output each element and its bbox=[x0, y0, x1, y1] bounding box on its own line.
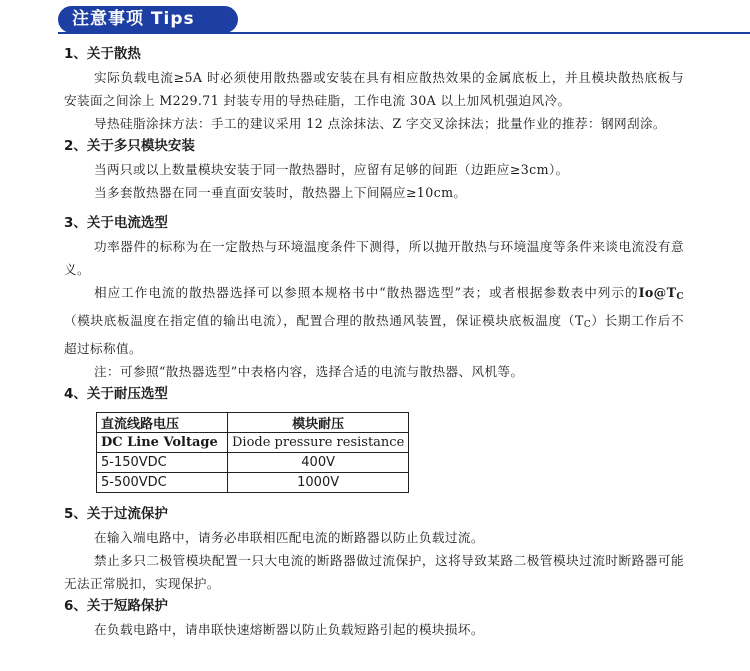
section-shortcircuit-para-1: 在负载电路中，请串联快速熔断器以防止负载短路引起的模块损坏。 bbox=[94, 622, 484, 637]
header-divider bbox=[58, 32, 750, 34]
voltage-table-header-en bbox=[97, 433, 409, 453]
cell-voltage: 5-500VDC bbox=[97, 473, 228, 493]
col-dc-voltage-en: DC Line Voltage bbox=[97, 433, 228, 453]
section-current-para-2 bbox=[64, 281, 684, 360]
section-multi-install-para-1: 当两只或以上数量模块安装于同一散热器时，应留有足够的间距（边距应≥3cm）。 bbox=[94, 162, 569, 177]
section-heat-para-2: 导热硅脂涂抹方法：手工的建议采用 12 点涂抹法、Z 字交叉涂抹法；批量作业的推荐：钢网刮涂。 bbox=[94, 116, 666, 131]
table-row bbox=[97, 473, 409, 493]
section-heat-title: 1、关于散热 bbox=[64, 46, 141, 62]
current-para-2-pre: 相应工作电流的散热器选择可以参照本规格书中“散热器选型”表；或者根据参数表中列示的 bbox=[94, 285, 639, 300]
col-resistance-cn: 模块耐压 bbox=[228, 413, 409, 433]
tc-subscript: C bbox=[583, 320, 592, 330]
current-para-2-post: ）长期工作后不超过标称值。 bbox=[64, 313, 684, 356]
voltage-table bbox=[96, 412, 409, 493]
section-current-title: 3、关于电流选型 bbox=[64, 215, 168, 231]
col-resistance-en: Diode pressure resistance bbox=[228, 433, 409, 453]
section-voltage-title: 4、关于耐压选型 bbox=[64, 386, 168, 402]
section-overcurrent-para-1: 在输入端电路中，请务必串联相匹配电流的断路器以防止负载过流。 bbox=[94, 530, 484, 545]
voltage-table-header-cn bbox=[97, 413, 409, 433]
section-multi-install-para-2: 当多套散热器在同一垂直面安装时，散热器上下间隔应≥10cm。 bbox=[94, 185, 467, 200]
tips-title: 注意事项 Tips bbox=[72, 9, 195, 29]
tips-header bbox=[58, 6, 238, 33]
cell-resistance: 400V bbox=[228, 453, 409, 473]
tips-content bbox=[64, 43, 684, 641]
cell-resistance: 1000V bbox=[228, 473, 409, 493]
section-overcurrent-para-2: 禁止多只二极管模块配置一只大电流的断路器做过流保护，这将导致某路二极管模块过流时断路器可能无法正常脱扣，实现保护。 bbox=[64, 553, 684, 591]
section-multi-install-title: 2、关于多只模块安装 bbox=[64, 138, 195, 154]
current-para-2-mid: （模块底板温度在指定值的输出电流），配置合理的散热通风装置，保证模块底板温度（T bbox=[64, 313, 584, 328]
section-current-note: 注：可参照“散热器选型”中表格内容，选择合适的电流与散热器、风机等。 bbox=[94, 364, 524, 379]
cell-voltage: 5-150VDC bbox=[97, 453, 228, 473]
table-row bbox=[97, 453, 409, 473]
col-dc-voltage-cn: 直流线路电压 bbox=[97, 413, 228, 433]
section-overcurrent-title: 5、关于过流保护 bbox=[64, 506, 168, 522]
section-current-para-1: 功率器件的标称为在一定散热与环境温度条件下测得，所以抛开散热与环境温度等条件来谈电流没有意义。 bbox=[64, 239, 684, 277]
io-tc-symbol: $Io@T_C$ bbox=[638, 285, 684, 302]
section-heat-para-1: 实际负载电流≥5A 时必须使用散热器或安装在具有相应散热效果的金属底板上，并且模块散热底板与安装面之间涂上 M229.71 封装专用的导热硅脂，工作电流 30A 以上加风机强迫风冷。 bbox=[64, 70, 684, 108]
section-shortcircuit-title: 6、关于短路保护 bbox=[64, 598, 168, 614]
